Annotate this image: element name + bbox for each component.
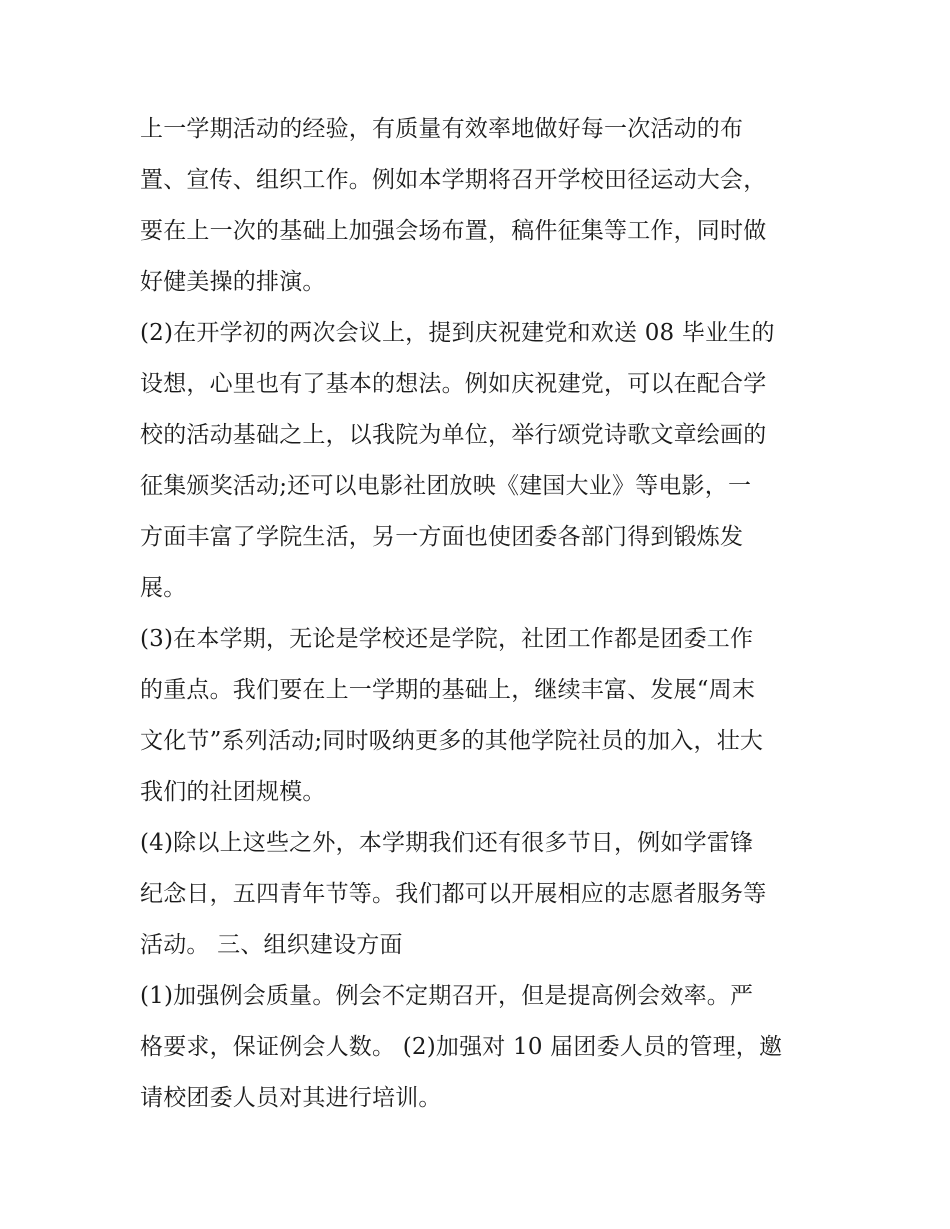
document-body (140, 104, 820, 1124)
text-line: 的重点。我们要在上一学期的基础上，继续丰富、发展“周末 (140, 677, 756, 703)
text-line: 展。 (140, 575, 187, 601)
text-line: 校的活动基础之上，以我院为单位，举行颂党诗歌文章绘画的 (140, 422, 767, 448)
text-line: (1)加强例会质量。例会不定期召开，但是提高例会效率。严 (140, 983, 754, 1009)
text-line: 好健美操的排演。 (140, 269, 326, 295)
text-line: 请校团委人员对其进行培训。 (140, 1085, 442, 1111)
text-line: 我们的社团规模。 (140, 779, 326, 805)
text-line: 要在上一次的基础上加强会场布置，稿件征集等工作，同时做 (140, 218, 767, 244)
text-line: 设想，心里也有了基本的想法。例如庆祝建党，可以在配合学 (140, 371, 767, 397)
text-line: 纪念日，五四青年节等。我们都可以开展相应的志愿者服务等 (140, 881, 767, 907)
text-line: 活动。 三、组织建设方面 (140, 932, 403, 958)
text-line: 上一学期活动的经验，有质量有效率地做好每一次活动的布 (140, 116, 744, 142)
text-line: (4)除以上这些之外，本学期我们还有很多节日，例如学雷锋 (140, 830, 754, 856)
text-line: (3)在本学期，无论是学校还是学院，社团工作都是团委工作 (140, 626, 754, 652)
text-line: 置、宣传、组织工作。例如本学期将召开学校田径运动大会， (140, 167, 767, 193)
text-line: 文化节”系列活动;同时吸纳更多的其他学院社员的加入，壮大 (140, 728, 764, 754)
text-line: 征集颁奖活动;还可以电影社团放映《建国大业》等电影，一 (140, 473, 752, 499)
text-line: 格要求，保证例会人数。 (2)加强对 10 届团委人员的管理，邀 (140, 1034, 783, 1060)
text-line: (2)在开学初的两次会议上，提到庆祝建党和欢送 08 毕业生的 (140, 320, 775, 346)
text-line: 方面丰富了学院生活，另一方面也使团委各部门得到锻炼发 (140, 524, 744, 550)
